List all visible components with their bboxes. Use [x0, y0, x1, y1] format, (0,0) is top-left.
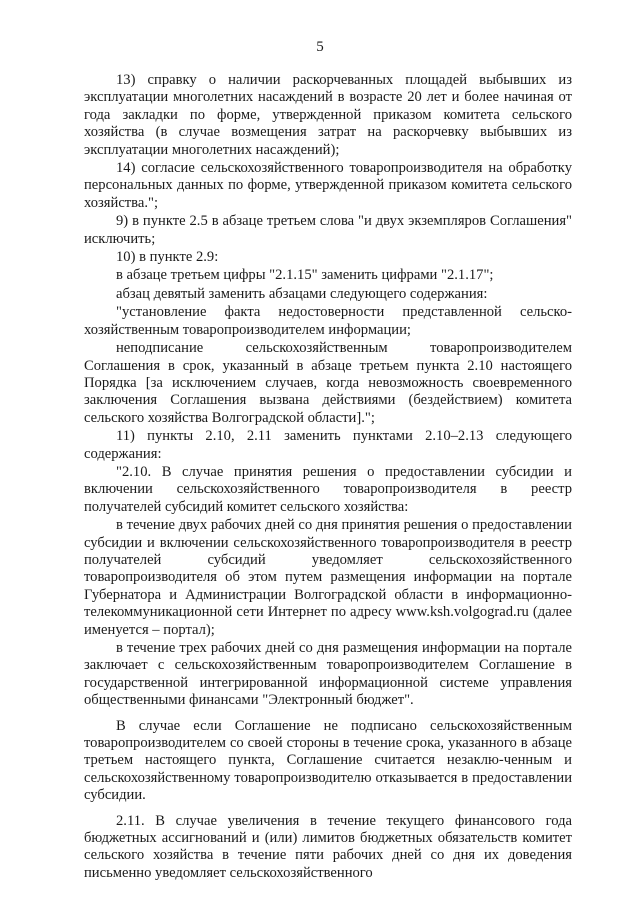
paragraph: неподписание сельскохозяйственным товаропроизводителем Соглашения в срок, указанный в абзаце третьем пункта 2.10 настоящего Порядка [за исключением случаев, когда невозможность своевременного заключения Соглашения вызвана действиями (бездействием) комитета сельского хозяйства Волгоградской области]."; [84, 340, 572, 426]
paragraph: "2.10. В случае принятия решения о предоставлении субсидии и включении сельскохозяйственного товаропроизводителя в реестр получателей субсидий комитет сельского хозяйства: [84, 463, 572, 515]
paragraph: 14) согласие сельскохозяйственного товаропроизводителя на обработку персональных данных по форме, утвержденной приказом комитета сельского хозяйства."; [84, 160, 572, 211]
paragraph: 13) справку о наличии раскорчеванных площадей выбывших из эксплуатации многолетних насаждений в возрасте 20 лет и более начиная от года закладки по форме, утвержденной приказом комитета сельского хозяйства (в случае возмещения затрат на раскорчевку выбывших из эксплуатации многолетних насаждений); [84, 72, 572, 158]
paragraph: в течение трех рабочих дней со дня размещения информации на портале заключает с сельскохозяйственным товаропроизводителем Соглашение в государственной интегрированной информационной системе управления общественными финансами "Электронный бюджет". [84, 640, 572, 709]
paragraph: 10) в пункте 2.9: [116, 249, 219, 266]
paragraph: в течение двух рабочих дней со дня принятия решения о предоставлении субсидии и включении сельскохозяйственного товаропроизводителя в реестр получателей субсидий уведомляет сельскохозяйственного товаропроизводителя об этом путем размещения информации на портале Губернатора и Администрации Волгоградской области в информационно-телекоммуникационной сети Интернет по адресу www.ksh.volgograd.ru (далее именуется – портал); [84, 517, 572, 638]
paragraph: 2.11. В случае увеличения в течение текущего финансового года бюджетных ассигнований и (или) лимитов бюджетных обязательств комитет сельского хозяйства в течение пяти рабочих дней со дня их доведения письменно уведомляет сельскохозяйственного [84, 812, 572, 881]
paragraph: абзац девятый заменить абзацами следующего содержания: [116, 285, 488, 302]
paragraph: 9) в пункте 2.5 в абзаце третьем слова "и двух экземпляров Соглашения" исключить; [84, 213, 572, 247]
paragraph: 11) пункты 2.10, 2.11 заменить пунктами 2.10–2.13 следующего содержания: [84, 428, 572, 462]
paragraph: в абзаце третьем цифры "2.1.15" заменить цифрами "2.1.17"; [116, 267, 494, 284]
document-body [84, 72, 572, 882]
paragraph: В случае если Соглашение не подписано сельскохозяйственным товаропроизводителем со своей стороны в течение срока, указанного в абзаце третьем настоящего пункта, Соглашение считается незаклю-ченным и сельскохозяйственному товаропроизводителю отказывается в предоставлении субсидии. [84, 717, 572, 804]
page-number: 5 [316, 39, 324, 55]
paragraph: "установление факта недостоверности представленной сельско-хозяйственным товаропроизводителем информации; [84, 304, 572, 338]
